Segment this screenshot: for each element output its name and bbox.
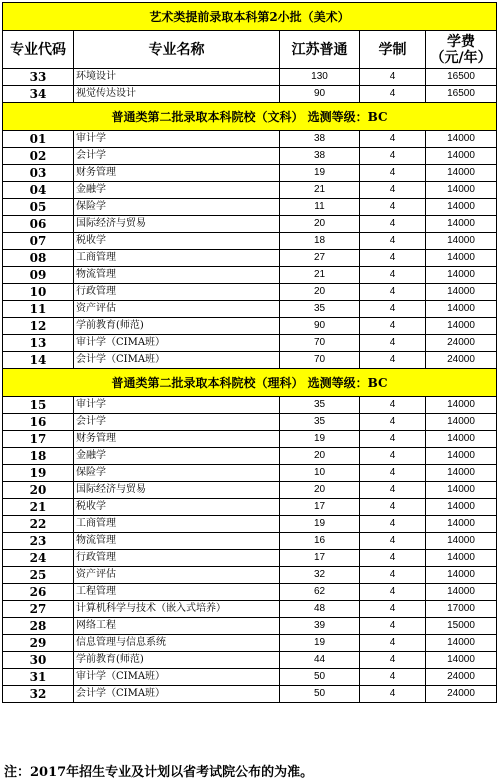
cell-fee: 14000 bbox=[426, 131, 497, 148]
table-row bbox=[3, 499, 497, 516]
cell-name: 国际经济与贸易 bbox=[74, 482, 280, 499]
cell-fee: 14000 bbox=[426, 267, 497, 284]
table-row bbox=[3, 165, 497, 182]
table-row bbox=[3, 533, 497, 550]
cell-code: 19 bbox=[3, 465, 74, 482]
header-duration: 学制 bbox=[360, 31, 426, 69]
table-row bbox=[3, 284, 497, 301]
cell-fee: 17000 bbox=[426, 601, 497, 618]
cell-duration: 4 bbox=[360, 635, 426, 652]
cell-code: 18 bbox=[3, 448, 74, 465]
admissions-table bbox=[2, 2, 497, 703]
cell-name: 工商管理 bbox=[74, 250, 280, 267]
cell-duration: 4 bbox=[360, 318, 426, 335]
cell-code: 06 bbox=[3, 216, 74, 233]
cell-name: 会计学 bbox=[74, 148, 280, 165]
cell-name: 金融学 bbox=[74, 448, 280, 465]
cell-code: 22 bbox=[3, 516, 74, 533]
table-row bbox=[3, 652, 497, 669]
cell-name: 行政管理 bbox=[74, 550, 280, 567]
cell-fee: 24000 bbox=[426, 352, 497, 369]
cell-jiangsu-quota: 10 bbox=[280, 465, 360, 482]
cell-code: 27 bbox=[3, 601, 74, 618]
cell-fee: 14000 bbox=[426, 533, 497, 550]
cell-name: 会计学 bbox=[74, 414, 280, 431]
cell-name: 国际经济与贸易 bbox=[74, 216, 280, 233]
cell-code: 24 bbox=[3, 550, 74, 567]
section-band-art bbox=[3, 3, 497, 31]
cell-jiangsu-quota: 50 bbox=[280, 686, 360, 703]
cell-duration: 4 bbox=[360, 335, 426, 352]
cell-jiangsu-quota: 21 bbox=[280, 182, 360, 199]
cell-duration: 4 bbox=[360, 482, 426, 499]
cell-code: 21 bbox=[3, 499, 74, 516]
table-row bbox=[3, 233, 497, 250]
cell-fee: 14000 bbox=[426, 199, 497, 216]
cell-code: 20 bbox=[3, 482, 74, 499]
cell-name: 信息管理与信息系统 bbox=[74, 635, 280, 652]
cell-jiangsu-quota: 20 bbox=[280, 448, 360, 465]
header-jiangsu: 江苏普通 bbox=[280, 31, 360, 69]
cell-name: 工程管理 bbox=[74, 584, 280, 601]
cell-jiangsu-quota: 38 bbox=[280, 131, 360, 148]
cell-code: 11 bbox=[3, 301, 74, 318]
cell-name: 环境设计 bbox=[74, 69, 280, 86]
cell-jiangsu-quota: 20 bbox=[280, 284, 360, 301]
cell-name: 物流管理 bbox=[74, 267, 280, 284]
cell-fee: 15000 bbox=[426, 618, 497, 635]
cell-duration: 4 bbox=[360, 499, 426, 516]
cell-duration: 4 bbox=[360, 250, 426, 267]
cell-jiangsu-quota: 32 bbox=[280, 567, 360, 584]
cell-duration: 4 bbox=[360, 352, 426, 369]
cell-duration: 4 bbox=[360, 301, 426, 318]
table-row bbox=[3, 465, 497, 482]
cell-jiangsu-quota: 90 bbox=[280, 318, 360, 335]
table-row bbox=[3, 199, 497, 216]
cell-fee: 14000 bbox=[426, 567, 497, 584]
cell-jiangsu-quota: 27 bbox=[280, 250, 360, 267]
cell-duration: 4 bbox=[360, 233, 426, 250]
cell-name: 视觉传达设计 bbox=[74, 86, 280, 103]
cell-code: 23 bbox=[3, 533, 74, 550]
cell-code: 29 bbox=[3, 635, 74, 652]
cell-jiangsu-quota: 17 bbox=[280, 499, 360, 516]
cell-jiangsu-quota: 16 bbox=[280, 533, 360, 550]
cell-jiangsu-quota: 35 bbox=[280, 414, 360, 431]
cell-code: 14 bbox=[3, 352, 74, 369]
cell-duration: 4 bbox=[360, 618, 426, 635]
cell-name: 资产评估 bbox=[74, 567, 280, 584]
cell-name: 财务管理 bbox=[74, 431, 280, 448]
cell-code: 34 bbox=[3, 86, 74, 103]
cell-duration: 4 bbox=[360, 86, 426, 103]
cell-code: 30 bbox=[3, 652, 74, 669]
cell-fee: 14000 bbox=[426, 499, 497, 516]
cell-name: 会计学（CIMA班） bbox=[74, 352, 280, 369]
table-row bbox=[3, 397, 497, 414]
cell-jiangsu-quota: 20 bbox=[280, 482, 360, 499]
cell-fee: 14000 bbox=[426, 397, 497, 414]
cell-jiangsu-quota: 17 bbox=[280, 550, 360, 567]
cell-jiangsu-quota: 70 bbox=[280, 335, 360, 352]
header-code: 专业代码 bbox=[3, 31, 74, 69]
header-name: 专业名称 bbox=[74, 31, 280, 69]
cell-fee: 14000 bbox=[426, 414, 497, 431]
cell-jiangsu-quota: 39 bbox=[280, 618, 360, 635]
cell-fee: 14000 bbox=[426, 584, 497, 601]
header-fee bbox=[426, 31, 497, 69]
cell-name: 审计学 bbox=[74, 397, 280, 414]
cell-code: 07 bbox=[3, 233, 74, 250]
cell-fee: 14000 bbox=[426, 635, 497, 652]
table-row bbox=[3, 686, 497, 703]
cell-fee: 14000 bbox=[426, 652, 497, 669]
cell-name: 物流管理 bbox=[74, 533, 280, 550]
table-row bbox=[3, 318, 497, 335]
table-row bbox=[3, 635, 497, 652]
cell-duration: 4 bbox=[360, 669, 426, 686]
cell-jiangsu-quota: 62 bbox=[280, 584, 360, 601]
header-fee-line2: （元/年） bbox=[430, 49, 492, 66]
cell-code: 10 bbox=[3, 284, 74, 301]
cell-name: 计算机科学与技术（嵌入式培养） bbox=[74, 601, 280, 618]
cell-jiangsu-quota: 38 bbox=[280, 148, 360, 165]
cell-code: 32 bbox=[3, 686, 74, 703]
cell-jiangsu-quota: 19 bbox=[280, 431, 360, 448]
cell-name: 审计学 bbox=[74, 131, 280, 148]
cell-fee: 14000 bbox=[426, 250, 497, 267]
cell-duration: 4 bbox=[360, 267, 426, 284]
table-row bbox=[3, 86, 497, 103]
cell-jiangsu-quota: 19 bbox=[280, 516, 360, 533]
cell-jiangsu-quota: 90 bbox=[280, 86, 360, 103]
cell-fee: 14000 bbox=[426, 301, 497, 318]
cell-fee: 14000 bbox=[426, 448, 497, 465]
section-band bbox=[3, 369, 497, 397]
cell-duration: 4 bbox=[360, 567, 426, 584]
cell-code: 31 bbox=[3, 669, 74, 686]
cell-name: 税收学 bbox=[74, 233, 280, 250]
cell-jiangsu-quota: 35 bbox=[280, 301, 360, 318]
section-band bbox=[3, 103, 497, 131]
header-row bbox=[3, 31, 497, 69]
cell-name: 金融学 bbox=[74, 182, 280, 199]
cell-code: 01 bbox=[3, 131, 74, 148]
table-row bbox=[3, 448, 497, 465]
table-row bbox=[3, 584, 497, 601]
section-title: 艺术类提前录取本科第2小批（美术） bbox=[3, 3, 497, 31]
cell-duration: 4 bbox=[360, 284, 426, 301]
cell-code: 33 bbox=[3, 69, 74, 86]
table-body bbox=[3, 3, 497, 703]
cell-fee: 24000 bbox=[426, 669, 497, 686]
cell-duration: 4 bbox=[360, 584, 426, 601]
cell-jiangsu-quota: 35 bbox=[280, 397, 360, 414]
table-row bbox=[3, 601, 497, 618]
cell-code: 08 bbox=[3, 250, 74, 267]
cell-fee: 16500 bbox=[426, 86, 497, 103]
cell-name: 行政管理 bbox=[74, 284, 280, 301]
cell-code: 09 bbox=[3, 267, 74, 284]
table-row bbox=[3, 182, 497, 199]
table-row bbox=[3, 482, 497, 499]
cell-duration: 4 bbox=[360, 465, 426, 482]
table-row bbox=[3, 550, 497, 567]
cell-jiangsu-quota: 19 bbox=[280, 635, 360, 652]
cell-code: 12 bbox=[3, 318, 74, 335]
footnote: 注：2017年招生专业及计划以省考试院公布的为准。 bbox=[4, 765, 314, 780]
cell-jiangsu-quota: 130 bbox=[280, 69, 360, 86]
table-row bbox=[3, 131, 497, 148]
cell-name: 保险学 bbox=[74, 465, 280, 482]
cell-code: 04 bbox=[3, 182, 74, 199]
table-row bbox=[3, 431, 497, 448]
table-row bbox=[3, 335, 497, 352]
cell-duration: 4 bbox=[360, 397, 426, 414]
cell-fee: 14000 bbox=[426, 431, 497, 448]
section-title: 普通类第二批录取本科院校（理科） 选测等级：BC bbox=[3, 369, 497, 397]
cell-jiangsu-quota: 70 bbox=[280, 352, 360, 369]
cell-name: 财务管理 bbox=[74, 165, 280, 182]
cell-fee: 14000 bbox=[426, 233, 497, 250]
cell-name: 审计学（CIMA班） bbox=[74, 335, 280, 352]
table-row bbox=[3, 618, 497, 635]
cell-jiangsu-quota: 44 bbox=[280, 652, 360, 669]
cell-duration: 4 bbox=[360, 448, 426, 465]
cell-duration: 4 bbox=[360, 165, 426, 182]
section-title: 普通类第二批录取本科院校（文科） 选测等级：BC bbox=[3, 103, 497, 131]
cell-fee: 14000 bbox=[426, 148, 497, 165]
cell-jiangsu-quota: 18 bbox=[280, 233, 360, 250]
cell-code: 17 bbox=[3, 431, 74, 448]
cell-jiangsu-quota: 50 bbox=[280, 669, 360, 686]
cell-code: 03 bbox=[3, 165, 74, 182]
cell-name: 工商管理 bbox=[74, 516, 280, 533]
cell-name: 资产评估 bbox=[74, 301, 280, 318]
cell-code: 15 bbox=[3, 397, 74, 414]
cell-name: 税收学 bbox=[74, 499, 280, 516]
cell-code: 16 bbox=[3, 414, 74, 431]
cell-duration: 4 bbox=[360, 652, 426, 669]
table-row bbox=[3, 250, 497, 267]
cell-jiangsu-quota: 48 bbox=[280, 601, 360, 618]
cell-fee: 14000 bbox=[426, 165, 497, 182]
cell-name: 学前教育(师范) bbox=[74, 652, 280, 669]
cell-fee: 14000 bbox=[426, 318, 497, 335]
cell-code: 05 bbox=[3, 199, 74, 216]
table-row bbox=[3, 148, 497, 165]
cell-duration: 4 bbox=[360, 516, 426, 533]
cell-fee: 14000 bbox=[426, 182, 497, 199]
cell-code: 13 bbox=[3, 335, 74, 352]
cell-code: 02 bbox=[3, 148, 74, 165]
table-row bbox=[3, 267, 497, 284]
cell-jiangsu-quota: 21 bbox=[280, 267, 360, 284]
table-row bbox=[3, 301, 497, 318]
cell-name: 会计学（CIMA班） bbox=[74, 686, 280, 703]
cell-name: 学前教育(师范) bbox=[74, 318, 280, 335]
cell-fee: 24000 bbox=[426, 335, 497, 352]
cell-fee: 14000 bbox=[426, 465, 497, 482]
cell-code: 26 bbox=[3, 584, 74, 601]
cell-fee: 24000 bbox=[426, 686, 497, 703]
cell-duration: 4 bbox=[360, 199, 426, 216]
cell-fee: 14000 bbox=[426, 482, 497, 499]
table-row bbox=[3, 516, 497, 533]
cell-jiangsu-quota: 11 bbox=[280, 199, 360, 216]
table-row bbox=[3, 567, 497, 584]
cell-duration: 4 bbox=[360, 414, 426, 431]
cell-duration: 4 bbox=[360, 148, 426, 165]
cell-duration: 4 bbox=[360, 601, 426, 618]
cell-code: 25 bbox=[3, 567, 74, 584]
cell-fee: 14000 bbox=[426, 284, 497, 301]
cell-duration: 4 bbox=[360, 131, 426, 148]
table-row bbox=[3, 669, 497, 686]
admissions-table-sheet bbox=[2, 2, 496, 703]
table-row bbox=[3, 414, 497, 431]
cell-jiangsu-quota: 20 bbox=[280, 216, 360, 233]
cell-name: 保险学 bbox=[74, 199, 280, 216]
cell-duration: 4 bbox=[360, 216, 426, 233]
cell-fee: 14000 bbox=[426, 516, 497, 533]
cell-duration: 4 bbox=[360, 550, 426, 567]
cell-duration: 4 bbox=[360, 686, 426, 703]
cell-name: 网络工程 bbox=[74, 618, 280, 635]
cell-duration: 4 bbox=[360, 69, 426, 86]
cell-jiangsu-quota: 19 bbox=[280, 165, 360, 182]
cell-code: 28 bbox=[3, 618, 74, 635]
header-fee-line1: 学费 bbox=[447, 33, 476, 50]
cell-fee: 14000 bbox=[426, 216, 497, 233]
table-row bbox=[3, 352, 497, 369]
cell-duration: 4 bbox=[360, 182, 426, 199]
cell-duration: 4 bbox=[360, 533, 426, 550]
table-row bbox=[3, 69, 497, 86]
cell-duration: 4 bbox=[360, 431, 426, 448]
cell-name: 审计学（CIMA班） bbox=[74, 669, 280, 686]
table-row bbox=[3, 216, 497, 233]
cell-fee: 14000 bbox=[426, 550, 497, 567]
cell-fee: 16500 bbox=[426, 69, 497, 86]
